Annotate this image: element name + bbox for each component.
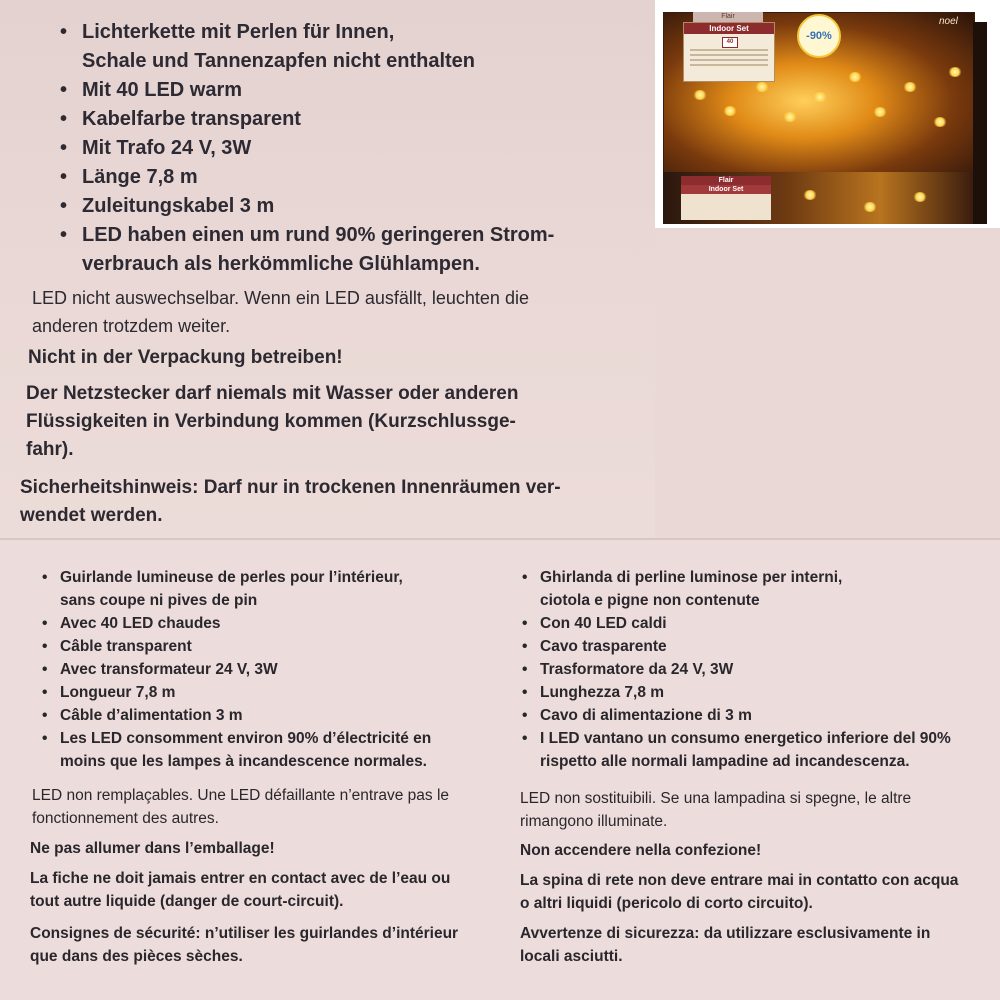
german-feature-list: [56, 18, 646, 279]
box-side-label-top: Flair: [681, 176, 771, 185]
german-warning-packaging: Nicht in der Verpackung betreiben!: [28, 347, 343, 368]
list-item: • Câble d’alimentation 3 m: [40, 704, 500, 727]
list-item: • Longueur 7,8 m: [40, 681, 500, 704]
box-label-title: Indoor Set: [684, 23, 774, 34]
list-item: • LED haben einen um rund 90% geringeren Strom- verbrauch als herkömmliche Glühlampen.: [56, 221, 646, 279]
brand-logo: noel: [939, 16, 958, 27]
list-item: • Les LED consomment environ 90% d’électricité en moins que les lampes à incandescence normales.: [40, 727, 500, 773]
led-bulb: [903, 82, 917, 92]
french-note: LED non remplaçables. Une LED défaillante n’entrave pas le fonctionnement des autres.: [32, 787, 450, 827]
led-bulb: [693, 90, 707, 100]
list-item: • Lunghezza 7,8 m: [520, 681, 990, 704]
box-label-count: 40: [722, 37, 738, 48]
list-item: • Avec transformateur 24 V, 3W: [40, 658, 500, 681]
list-item: • Trasformatore da 24 V, 3W: [520, 658, 990, 681]
box-side-label-title: Indoor Set: [681, 185, 771, 194]
list-item: • Cavo trasparente: [520, 635, 990, 658]
led-bulb: [755, 82, 769, 92]
list-item: • Con 40 LED caldi: [520, 612, 990, 635]
product-box: [663, 12, 985, 224]
led-bulb: [863, 202, 877, 212]
list-item: • Kabelfarbe transparent: [56, 105, 646, 134]
list-item: • Câble transparent: [40, 635, 500, 658]
german-warning-plug: Der Netzstecker darf niemals mit Wasser oder anderen Flüssigkeiten in Verbindung kommen (Kurzschlussge- fahr).: [26, 383, 519, 460]
led-bulb: [948, 67, 962, 77]
french-warning-plug: La fiche ne doit jamais entrer en contact avec de l’eau ou tout autre liquide (danger de court-circuit).: [30, 870, 451, 910]
italian-note: LED non sostituibili. Se una lampadina si spegne, le altre rimangono illuminate.: [520, 790, 912, 830]
list-item: • Avec 40 LED chaudes: [40, 612, 500, 635]
box-side-label: [681, 176, 771, 220]
list-item: • Guirlande lumineuse de perles pour l’intérieur, sans coupe ni pives de pin: [40, 566, 500, 612]
led-bulb: [803, 190, 817, 200]
french-warning-packaging: Ne pas allumer dans l’emballage!: [30, 840, 275, 857]
box-edge: [973, 22, 987, 224]
led-bulb: [723, 106, 737, 116]
box-label-fineprint: [690, 49, 768, 69]
italian-feature-list: [520, 566, 990, 773]
list-item: • Mit Trafo 24 V, 3W: [56, 134, 646, 163]
list-item: • Cavo di alimentazione di 3 m: [520, 704, 990, 727]
section-divider: [0, 538, 1000, 540]
background-fill: [655, 230, 1000, 540]
led-bulb: [848, 72, 862, 82]
led-bulb: [873, 107, 887, 117]
italian-warning-plug: La spina di rete non deve entrare mai in contatto con acqua o altri liquidi (pericolo di corto circuito).: [520, 872, 959, 912]
led-bulb: [813, 92, 827, 102]
french-safety-note: Consignes de sécurité: n’utiliser les guirlandes d’intérieur que dans des pièces sèches.: [30, 925, 459, 965]
list-item: • I LED vantano un consumo energetico inferiore del 90% rispetto alle normali lampadine ad incandescenza.: [520, 727, 990, 773]
german-safety-note: Sicherheitshinweis: Darf nur in trockenen Innenräumen ver- wendet werden.: [20, 477, 561, 526]
led-bulb: [933, 117, 947, 127]
product-box-photo: [655, 0, 1000, 228]
french-feature-list: [40, 566, 500, 773]
german-note: LED nicht auswechselbar. Wenn ein LED ausfällt, leuchten die anderen trotzdem weiter.: [32, 288, 529, 336]
energy-saving-badge: -90%: [797, 14, 841, 58]
list-item: • Länge 7,8 m: [56, 163, 646, 192]
italian-safety-note: Avvertenze di sicurezza: da utilizzare esclusivamente in locali asciutti.: [520, 925, 931, 965]
led-bulb: [783, 112, 797, 122]
list-item: • Ghirlanda di perline luminose per interni, ciotola e pigne non contenute: [520, 566, 990, 612]
box-label: [683, 22, 775, 82]
italian-warning-packaging: Non accendere nella confezione!: [520, 842, 762, 859]
led-bulb: [913, 192, 927, 202]
box-top-label: Flair: [693, 12, 763, 22]
list-item: • Zuleitungskabel 3 m: [56, 192, 646, 221]
list-item: • Mit 40 LED warm: [56, 76, 646, 105]
list-item: • Lichterkette mit Perlen für Innen, Schale und Tannenzapfen nicht enthalten: [56, 18, 646, 76]
